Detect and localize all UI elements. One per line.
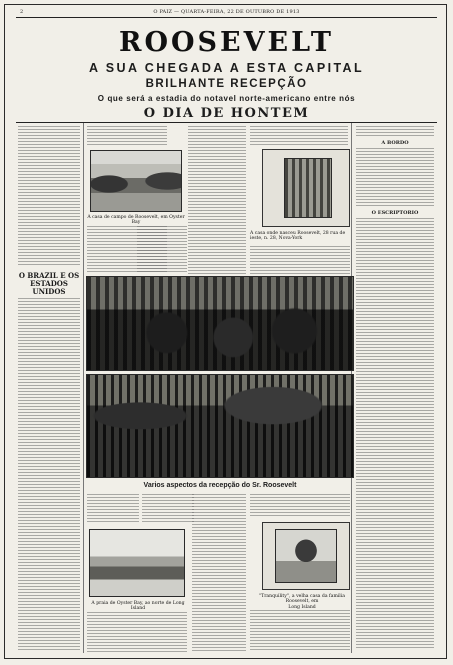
article-text-block [18,126,80,266]
article-text-block [250,246,350,274]
headline-rule [16,122,437,123]
article-text-block [356,126,434,138]
photo-reception-crowd [86,276,354,371]
article-text-block [87,612,187,652]
column-rule [83,123,84,653]
article-text-block [18,298,80,650]
article-text-block [356,218,434,650]
caption-tranquility-house: "Tranquility", a velha casa da familia Roosevelt, em Long Island [259,594,345,610]
photo-birth-house [284,158,332,218]
article-text-block [250,494,350,518]
caption-birth-house: A casa onde nasceu Roosevelt, 28 rua de ieste, n. 28, Nova-York [250,231,346,242]
section-subhead: O BRAZIL E OS ESTADOS UNIDOS [18,271,80,296]
subheadline-arrival: A SUA CHEGADA A ESTA CAPITAL [88,61,365,75]
article-text-block [87,494,139,524]
right-heading-office: O ESCRIPTORIO [371,210,419,216]
photo-country-house [90,150,182,212]
article-text-block [137,226,187,274]
page-number: 2 [20,9,24,15]
photo-tranquility-house [275,529,337,583]
subheadline-stay: O que será a estadia do notavel norte-americano entre nós [97,94,356,103]
banner-headline: O DIA DE HONTEM [143,106,310,121]
caption-country-house: A casa de campo de Roosevelt, em Oyster Bay [87,215,185,226]
article-text-block [356,148,434,208]
article-text-block [188,126,246,274]
article-text-block [250,610,350,652]
top-rule [16,17,437,18]
main-headline: ROOSEVELT [119,27,334,58]
photo-reception-procession [86,374,354,478]
subheadline-reception: BRILHANTE RECEPÇÃO [145,78,308,90]
article-text-block [87,126,167,146]
caption-oyster-bay: A praia de Oyster Bay, ao norte de Long Island [91,601,185,612]
article-text-block [192,494,246,652]
caption-reception: Varios aspectos da recepção do Sr. Roosevelt [143,482,297,489]
article-text-block [250,126,348,146]
right-heading-aboard: A BORDO [381,140,409,146]
photo-oyster-bay [89,529,185,597]
article-text-block [142,494,194,524]
date-line: O PAIZ — QUARTA-FEIRA, 22 DE OUTUBRO DE 1913 [153,9,300,15]
